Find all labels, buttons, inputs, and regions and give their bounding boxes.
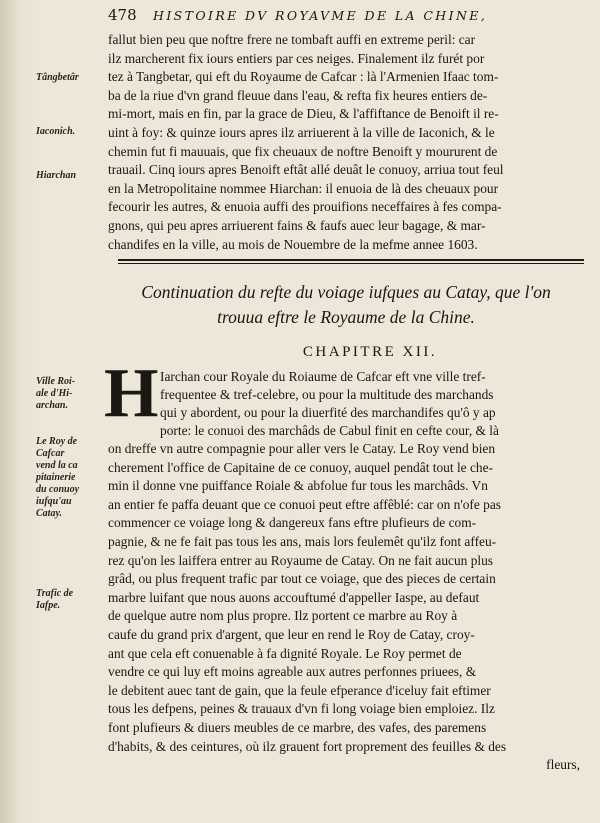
- margin-note-ville-roiale: Ville Roi- ale d'Hi- archan.: [36, 376, 76, 411]
- text-line: mi-mort, mais en fin, par la grace de Dieu, & l'affiftance de Benoift il re-: [108, 106, 499, 122]
- text-line: frequentee & tref-celebre, ou pour la multitude des marchands: [160, 387, 494, 402]
- section-rule: [118, 259, 584, 261]
- margin-note-roy-cafcar: Le Roy de Cafcar vend la ca pitainerie du conuoy iufqu'au Catay.: [36, 436, 80, 519]
- catchword: fleurs,: [546, 757, 580, 773]
- text-line: qui y abordent, ou pour la diuerfité des marchandifes qu'ô y ap: [160, 405, 496, 420]
- margin-note-iaconich: Iaconich.: [36, 126, 76, 137]
- text-line: gnons, qui peu apres arriuerent fains & faufs auec leur bagage, & mar-: [108, 217, 486, 233]
- paragraph-caravan: [108, 440, 580, 775]
- drop-cap: H: [104, 355, 159, 432]
- text-line: font plufieurs & diuers meubles de ce marbre, des vafes, des paremens: [108, 719, 487, 735]
- text-line: ba de la riue d'vn grand fleuue dans l'eau, & refta fix heures entiers de-: [108, 87, 488, 103]
- section-title: [108, 280, 584, 330]
- text-line: d'habits, & des ceintures, où ilz grauent fort proprement des feuilles & des: [108, 738, 507, 754]
- text-line: min il donne vne puiffance Roiale & abfolue fur tous les marchâds. Vn: [108, 478, 488, 494]
- text-line: commencer ce voiage long & dangereux fans eftre plufieurs de com-: [108, 515, 477, 531]
- text-line: tous les defpens, peines & trauaux d'vn fi long voiage bien emploiez. Ilz: [108, 701, 495, 717]
- text-line: ilz marcherent fix iours entiers par ces neiges. Finalement ilz furét por: [108, 50, 485, 66]
- text-line: fecourir les autres, & enuoia auffi des prouifions neceffaires à fes compa-: [108, 199, 502, 215]
- text-line: tez à Tangbetar, qui eft du Royaume de Cafcar : là l'Armenien Ifaac tom-: [108, 69, 499, 85]
- text-line: rez qu'on les laiffera entrer au Royaume de Catay. On ne fait aucun plus: [108, 552, 494, 568]
- text-line: cherement l'office de Capitaine de ce conuoy, auquel pendât tout le che-: [108, 459, 493, 475]
- text-line: marbre luifant que nous auons accouftumé d'appeller Iaspe, au defaut: [108, 589, 480, 605]
- text-line: porte: le conuoi des marchâds de Cabul finit en cefte cour, & là: [160, 423, 499, 438]
- section-rule-thin: [118, 263, 584, 264]
- text-line: vendre ce qui luy eft moins agreable aux autres perfonnes priuees, &: [108, 664, 477, 680]
- running-title: HISTOIRE DV ROYAVME DE LA CHINE,: [153, 8, 488, 23]
- text-line: de quelque autre nom plus propre. Ilz portent ce marbre au Roy à: [108, 608, 458, 624]
- text-line: grâd, ou plus frequent trafic par tout ce voiage, que des pieces de certain: [108, 571, 496, 587]
- text-line: on dreffe vn autre compagnie pour aller vers le Catay. Le Roy vend bien: [108, 441, 496, 456]
- text-line: uint à foy: & quinze iours apres ilz arriuerent à la ville de Iaconich, & le: [108, 124, 495, 140]
- chapter-heading: CHAPITRE XII.: [302, 344, 438, 360]
- text-line: trauail. Cinq iours apres Benoift eftât allé deuât le conuoy, arriua tout feul: [108, 162, 504, 178]
- page-header: [108, 6, 588, 26]
- section-title-line: trouua eftre le Royaume de la Chine.: [217, 307, 475, 327]
- text-line: le debitent auec tant de gain, que la feule efperance d'iceluy fait eftimer: [108, 682, 491, 698]
- text-line: ant que cela eft conuenable à fa dignité Royale. Le Roy permet de: [108, 645, 462, 661]
- margin-note-tangbetar: Tângbetâr: [36, 72, 79, 83]
- paragraph-journey: [108, 31, 580, 254]
- text-line: Iarchan cour Royale du Roiaume de Cafcar eft vne ville tref-: [160, 369, 486, 384]
- text-line: fallut bien peu que noftre frere ne tombaft auffi en extreme peril: car: [108, 32, 476, 47]
- margin-note-hiarchan: Hiarchan: [36, 170, 77, 181]
- text-line: en la Metropolitaine nommee Hiarchan: il enuoia de là des cheuaux pour: [108, 180, 499, 196]
- text-line: chandifes en la ville, au mois de Nouembre de la mefme annee 1603.: [108, 236, 478, 252]
- text-line: pagnie, & ne fe fait pas tous les ans, mais lors feulemêt qu'ilz font affeu-: [108, 533, 497, 549]
- text-line: caufe du grand prix d'argent, que leur en rend le Roy de Catay, croy-: [108, 626, 475, 642]
- margin-note-trafic-iafpe: Trafic de Iafpe.: [36, 588, 74, 611]
- section-title-line: Continuation du refte du voiage iufques au Catay, que l'on: [141, 282, 551, 302]
- text-line: an entier fe paffa deuant que ce conuoi peut eftre affêblé: car on n'ofe pas: [108, 496, 502, 512]
- text-line: chemin fut fi mauuais, que fix cheuaux de noftre Benoift y moururent de: [108, 143, 498, 159]
- page-number: 478: [108, 6, 137, 24]
